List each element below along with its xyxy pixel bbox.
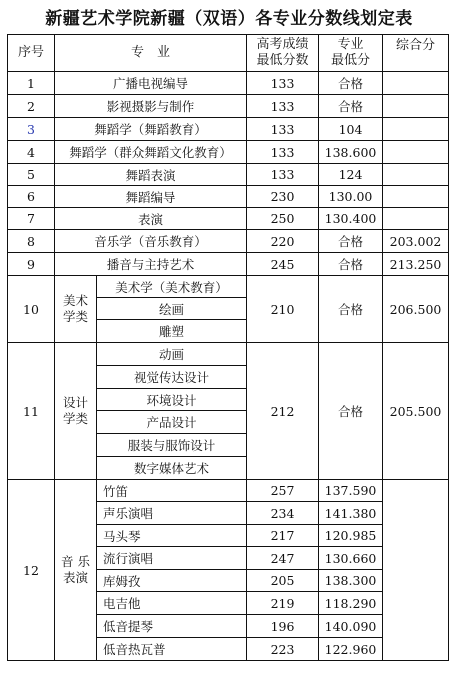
header-gaokao (247, 35, 319, 72)
group-label (55, 343, 97, 480)
cell-no: 5 (8, 164, 55, 186)
cell-gaokao: 133 (247, 95, 319, 118)
cell-major: 表演 (55, 208, 247, 230)
cell-gaokao: 133 (247, 164, 319, 186)
table-row (8, 118, 449, 141)
table-row (8, 164, 449, 186)
cell-total: 203.002 (383, 230, 449, 253)
cell-major: 视觉传达设计 (97, 366, 247, 389)
header-pro (319, 35, 383, 72)
cell-major: 播音与主持艺术 (55, 253, 247, 276)
header-gaokao-line2: 最低分数 (256, 53, 309, 68)
cell-total (383, 164, 449, 186)
cell-major: 产品设计 (97, 411, 247, 434)
cell-total (383, 208, 449, 230)
cell-pro: 130.00 (319, 186, 383, 208)
cell-no: 4 (8, 141, 55, 164)
cell-gaokao: 217 (247, 525, 319, 547)
cell-major: 舞蹈学（舞蹈教育） (55, 118, 247, 141)
cell-pro: 118.290 (319, 592, 383, 615)
cell-gaokao: 133 (247, 118, 319, 141)
cell-major: 动画 (97, 343, 247, 366)
cell-no: 10 (8, 276, 55, 343)
cell-major: 环境设计 (97, 389, 247, 411)
cell-major: 电吉他 (97, 592, 247, 615)
header-row (8, 35, 449, 72)
cell-no: 1 (8, 72, 55, 95)
cell-gaokao: 133 (247, 72, 319, 95)
cell-pro: 141.380 (319, 502, 383, 525)
cell-no: 9 (8, 253, 55, 276)
cell-major: 影视摄影与制作 (55, 95, 247, 118)
cell-major: 数字媒体艺术 (97, 457, 247, 480)
cell-pro: 137.590 (319, 480, 383, 502)
table-row (8, 253, 449, 276)
cell-pro: 138.600 (319, 141, 383, 164)
cell-major: 美术学（美术教育） (97, 276, 247, 298)
table-row (8, 343, 449, 366)
cell-gaokao: 230 (247, 186, 319, 208)
cell-gaokao: 210 (247, 276, 319, 343)
cell-total (383, 480, 449, 661)
cell-major: 低音提琴 (97, 615, 247, 638)
cell-total (383, 141, 449, 164)
cell-no: 2 (8, 95, 55, 118)
cell-pro: 130.660 (319, 547, 383, 570)
group-label (55, 276, 97, 343)
cell-gaokao: 205 (247, 570, 319, 592)
table-row (8, 276, 449, 298)
cell-pro: 124 (319, 164, 383, 186)
cell-major: 音乐学（音乐教育） (55, 230, 247, 253)
cell-pro: 140.090 (319, 615, 383, 638)
cell-major: 雕塑 (97, 320, 247, 343)
cell-pro: 合格 (319, 72, 383, 95)
cell-pro: 130.400 (319, 208, 383, 230)
cell-total (383, 118, 449, 141)
header-major: 专 业 (55, 35, 247, 72)
cell-gaokao: 250 (247, 208, 319, 230)
header-total: 综合分 (383, 35, 449, 72)
cell-pro: 合格 (319, 230, 383, 253)
cell-major: 流行演唱 (97, 547, 247, 570)
cell-major: 舞蹈表演 (55, 164, 247, 186)
cell-major: 竹笛 (97, 480, 247, 502)
table-row (8, 72, 449, 95)
cell-pro: 138.300 (319, 570, 383, 592)
table-row (8, 230, 449, 253)
cell-pro: 合格 (319, 276, 383, 343)
cell-gaokao: 257 (247, 480, 319, 502)
header-gaokao-line1: 高考成绩 (256, 37, 309, 52)
cell-total: 205.500 (383, 343, 449, 480)
table-row (8, 480, 449, 502)
cell-no: 12 (8, 480, 55, 661)
table-row (8, 208, 449, 230)
cell-major: 舞蹈编导 (55, 186, 247, 208)
cell-gaokao: 219 (247, 592, 319, 615)
cell-gaokao: 133 (247, 141, 319, 164)
cell-pro: 合格 (319, 253, 383, 276)
cell-no: 3 (8, 118, 55, 141)
cell-gaokao: 196 (247, 615, 319, 638)
table-row (8, 141, 449, 164)
group-label-line2: 学类 (62, 309, 88, 324)
cell-no: 7 (8, 208, 55, 230)
score-table (7, 34, 449, 661)
cell-major: 服装与服饰设计 (97, 434, 247, 457)
page-title: 新疆艺术学院新疆（双语）各专业分数线划定表 (45, 9, 413, 29)
cell-gaokao: 220 (247, 230, 319, 253)
cell-pro: 合格 (319, 95, 383, 118)
cell-gaokao: 212 (247, 343, 319, 480)
cell-gaokao: 247 (247, 547, 319, 570)
group-label-line1: 美术 (62, 293, 88, 308)
cell-major: 广播电视编导 (55, 72, 247, 95)
cell-no: 6 (8, 186, 55, 208)
cell-pro: 合格 (319, 343, 383, 480)
cell-major: 绘画 (97, 298, 247, 320)
group-label-line2: 学类 (62, 411, 88, 426)
cell-total (383, 95, 449, 118)
cell-pro: 104 (319, 118, 383, 141)
header-pro-line1: 专业 (337, 37, 364, 52)
cell-no: 8 (8, 230, 55, 253)
cell-major: 马头琴 (97, 525, 247, 547)
cell-major: 舞蹈学（群众舞蹈文化教育） (55, 141, 247, 164)
header-no: 序号 (8, 35, 55, 72)
cell-total (383, 72, 449, 95)
cell-pro: 122.960 (319, 638, 383, 661)
cell-pro: 120.985 (319, 525, 383, 547)
cell-gaokao: 245 (247, 253, 319, 276)
cell-gaokao: 234 (247, 502, 319, 525)
table-row (8, 186, 449, 208)
group-label-line1: 音 乐 (61, 554, 90, 569)
group-label-line1: 设计 (62, 395, 88, 410)
table-row (8, 95, 449, 118)
group-label-line2: 表演 (62, 570, 88, 585)
cell-major: 声乐演唱 (97, 502, 247, 525)
cell-total: 206.500 (383, 276, 449, 343)
cell-gaokao: 223 (247, 638, 319, 661)
header-pro-line2: 最低分 (331, 53, 371, 68)
cell-major: 库姆孜 (97, 570, 247, 592)
cell-no: 11 (8, 343, 55, 480)
cell-major: 低音热瓦普 (97, 638, 247, 661)
group-label (55, 480, 97, 661)
cell-total: 213.250 (383, 253, 449, 276)
cell-total (383, 186, 449, 208)
